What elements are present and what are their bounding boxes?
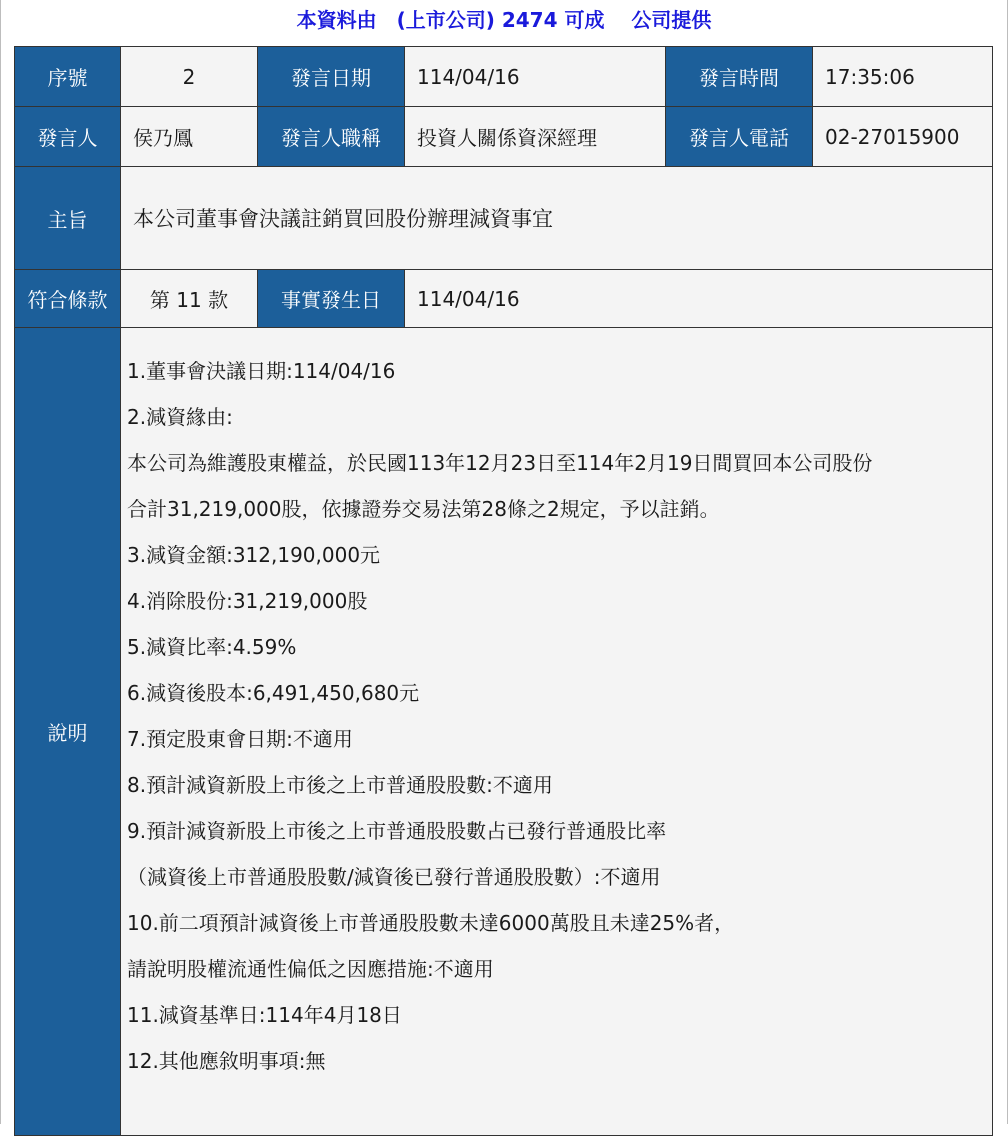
description-line: 3.減資金額:312,190,000元 bbox=[127, 543, 381, 567]
description-line: 10.前二項預計減資後上市普通股股數未達6000萬股且未達25%者， bbox=[127, 911, 735, 935]
description-line: 6.減資後股本:6,491,450,680元 bbox=[127, 681, 420, 705]
description-line: 1.董事會決議日期:114/04/16 bbox=[127, 359, 396, 383]
description-line: 7.預定股東會日期:不適用 bbox=[127, 727, 353, 751]
date-label: 發言日期 bbox=[258, 47, 405, 107]
fact-date-label: 事實發生日 bbox=[258, 270, 405, 328]
fact-date-value: 114/04/16 bbox=[405, 270, 993, 328]
time-label: 發言時間 bbox=[666, 47, 813, 107]
source-header: 本資料由 (上市公司) 2474 可成 公司提供 bbox=[296, 8, 712, 32]
subject-value: 本公司董事會決議註銷買回股份辦理減資事宜 bbox=[121, 167, 993, 270]
description-line: 8.預計減資新股上市後之上市普通股股數:不適用 bbox=[127, 773, 553, 797]
row-speaker bbox=[15, 107, 993, 167]
description-body bbox=[121, 328, 993, 1136]
description-line: 請說明股權流通性偏低之因應措施:不適用 bbox=[127, 957, 494, 981]
subject-label: 主旨 bbox=[15, 167, 121, 270]
speaker-title-value: 投資人關係資深經理 bbox=[405, 107, 666, 167]
phone-value: 02-27015900 bbox=[813, 107, 993, 167]
time-value: 17:35:06 bbox=[813, 47, 993, 107]
description-line: （減資後上市普通股股數/減資後已發行普通股股數）:不適用 bbox=[127, 865, 661, 889]
description-line: 4.消除股份:31,219,000股 bbox=[127, 589, 368, 613]
seq-value: 2 bbox=[121, 47, 258, 107]
description-line: 本公司為維護股東權益，於民國113年12月23日至114年2月19日間買回本公司股份 bbox=[127, 451, 873, 475]
row-subject bbox=[15, 167, 993, 270]
row-clause bbox=[15, 270, 993, 328]
clause-label: 符合條款 bbox=[15, 270, 121, 328]
row-sequence bbox=[15, 47, 993, 107]
announcement-table bbox=[14, 46, 993, 1136]
description-line: 2.減資緣由: bbox=[127, 405, 233, 429]
description-line: 5.減資比率:4.59% bbox=[127, 635, 297, 659]
description-line: 9.預計減資新股上市後之上市普通股股數占已發行普通股比率 bbox=[127, 819, 667, 843]
description-line: 11.減資基準日:114年4月18日 bbox=[127, 1003, 402, 1027]
row-description bbox=[15, 328, 993, 1136]
description-line: 12.其他應敘明事項:無 bbox=[127, 1049, 326, 1073]
speaker-value: 侯乃鳳 bbox=[121, 107, 258, 167]
description-label: 說明 bbox=[15, 328, 121, 1136]
date-value: 114/04/16 bbox=[405, 47, 666, 107]
phone-label: 發言人電話 bbox=[666, 107, 813, 167]
speaker-label: 發言人 bbox=[15, 107, 121, 167]
seq-label: 序號 bbox=[15, 47, 121, 107]
speaker-title-label: 發言人職稱 bbox=[258, 107, 405, 167]
description-line: 合計31,219,000股，依據證券交易法第28條之2規定，予以註銷。 bbox=[127, 497, 720, 521]
clause-value: 第 11 款 bbox=[121, 270, 258, 328]
